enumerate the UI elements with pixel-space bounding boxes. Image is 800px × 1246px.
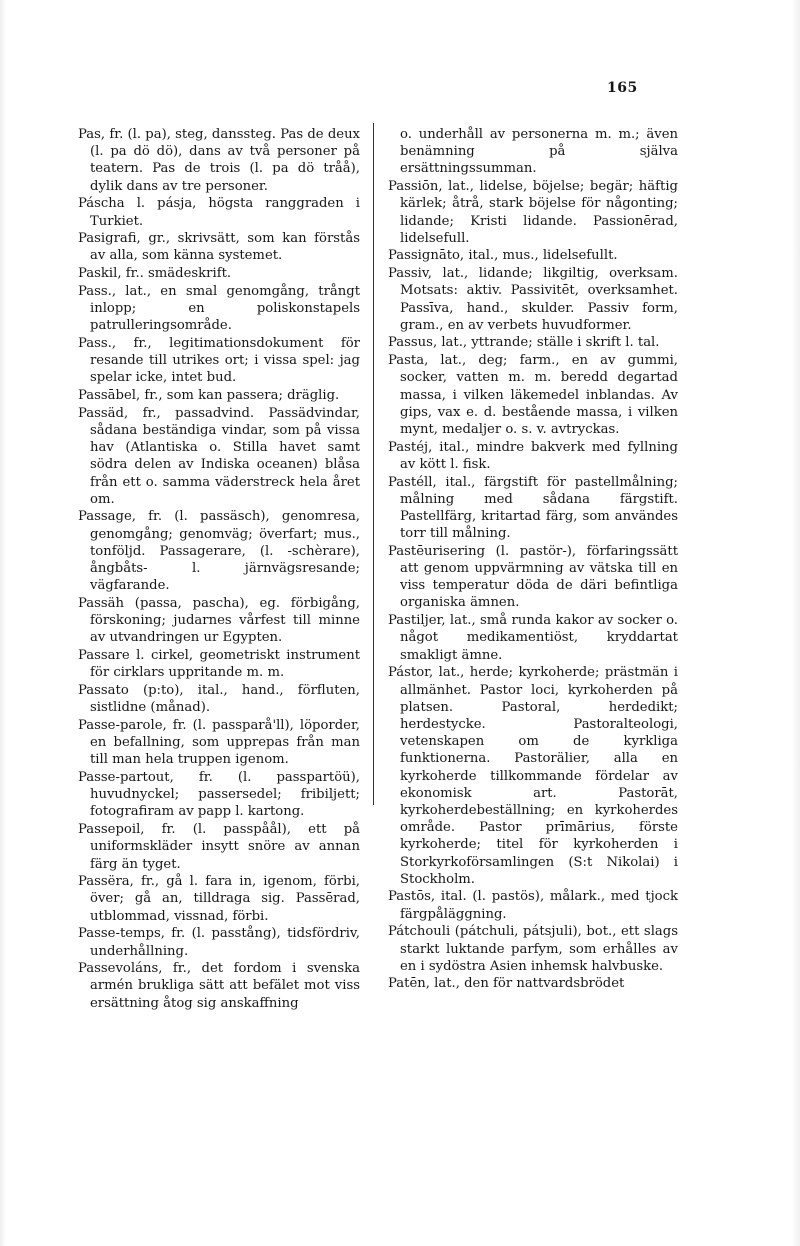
entry-paten: Patēn, lat., den för nattvardsbrödet — [388, 976, 625, 992]
entry-passe-partout: Passe-partout, fr. (l. passpartöü), huvudnyckel; passersedel; fribiljett; fotografiram av papp l. kartong. — [78, 770, 360, 820]
column-divider — [373, 123, 374, 805]
entry-pastos: Pastōs, ital. (l. pastös), målark., med tjock färgpåläggning. — [388, 889, 678, 922]
entry-patchouli: Pátchouli (pátchuli, pátsjuli), bot., ett slags starkt luktande parfym, som erhålles av en i sydöstra Asien inhemsk halvbuske. — [388, 924, 678, 974]
entry-passion: Passiōn, lat., lidelse, böjelse; begär; häftig kärlek; åtrå, stark böjelse för någonting; lidande; Kristi lidande. Passionērad, lidelsefull. — [388, 179, 678, 246]
entry-paskil: Paskil, fr.. smädeskrift. — [78, 266, 232, 282]
entry-passera: Passëra, fr., gå l. fara in, igenom, förbi, över; gå an, tilldraga sig. Passērad, utblommad, vissnad, förbi. — [78, 874, 360, 924]
entry-passabel: Passābel, fr., som kan passera; dräglig. — [78, 388, 340, 404]
left-column — [78, 126, 360, 1012]
page-number: 165 — [607, 80, 638, 96]
entry-pass-lat: Pass., lat., en smal genomgång, trångt inlopp; en poliskonstapels patrulleringsområde. — [78, 283, 360, 334]
entry-passage: Passage, fr. (l. passäsch), genomresa, genomgång; genomväg; överfart; mus., tonföljd. Passagerare, (l. -schèrare), ångbåts- l. järnvägsresande; vägfarande. — [78, 509, 360, 594]
entry-pastor: Pástor, lat., herde; kyrkoherde; prästmän i allmänhet. Pastor loci, kyrkoherden på platsen. Pastoral, herdedikt; herdestycke. Pastoralteologi, vetenskapen om de kyrkliga funktionerna. Pastorälier, alla en kyrkoherde tillkommande fördelar av ekonomisk art. Pastorāt, kyrkoherdebeställning; en kyrkoherdes område. Pastor prīmārius, förste kyrkoherde; titel för kyrkoherden i Storkyrkoförsamlingen (S:t Nikolai) i Stockholm. — [388, 665, 678, 887]
entry-pastell: Pastéll, ital., färgstift för pastellmålning; målning med sådana färgstift. Pastellfärg, kritartad färg, som användes torr till målning. — [388, 474, 678, 542]
entry-pas: Pas, fr. (l. pa), steg, danssteg. Pas de deux (l. pa dö dö), dans av två personer på teatern. Pas de trois (l. pa dö tråå), dylik dans av tre personer. — [78, 127, 360, 194]
entry-passah: Passäh (passa, pascha), eg. förbigång, förskoning; judarnes vårfest till minne av utvandringen ur Egypten. — [78, 595, 360, 646]
entry-passare: Passare l. cirkel, geometriskt instrument för cirklars uppritande m. m. — [78, 648, 360, 681]
entry-pasta: Pasta, lat., deg; farm., en av gummi, socker, vatten m. m. beredd degartad massa, i vilken läkemedel inblandas. Av gips, vax e. d. bestående massa, i vilken mynt, medaljer o. s. v. avtryckas. — [388, 353, 678, 437]
right-column — [388, 126, 678, 993]
entry-passignato: Passignāto, ital., mus., lidelsefullt. — [388, 248, 618, 264]
entry-pasteurisering: Pastēurisering (l. pastör-), förfaringssätt att genom uppvärmning av vätska till en viss temperatur döda de däri befintliga organiska ämnen. — [388, 543, 678, 611]
entry-passevolans: Passevoláns, fr., det fordom i svenska armén brukliga sätt att befälet mot viss ersättning åtog sig anskaffning — [78, 961, 360, 1011]
entry-pass-fr: Pass., fr., legitimationsdokument för resande till utrikes ort; i vissa spel: jag spelar icke, intet bud. — [78, 335, 360, 386]
entry-pascha: Páscha l. pásja, högsta ranggraden i Turkiet. — [78, 196, 360, 229]
entry-passad: Passäd, fr., passadvind. Passädvindar, sådana beständiga vindar, som på vissa hav (Atlantiska o. Stilla havet samt södra delen av Indiska oceanen) blåsa från ett o. samma väderstreck hela året om. — [78, 405, 360, 507]
entry-pastej: Pastéj, ital., mindre bakverk med fyllning av kött l. fisk. — [388, 439, 678, 472]
entry-passe-temps: Passe-temps, fr. (l. passtång), tidsfördriv, underhållning. — [78, 926, 360, 959]
entry-passiv: Passiv, lat., lidande; likgiltig, overksam. Motsats: aktiv. Passivitēt, overksamhet. Passīva, hand., skulder. Passiv form, gram., en av verbets huvudformer. — [388, 266, 678, 333]
entry-passus: Passus, lat., yttrande; ställe i skrift l. tal. — [388, 335, 660, 351]
entry-passe-parole: Passe-parole, fr. (l. passparå'll), löporder, en befallning, som upprepas från man till man hela truppen igenom. — [78, 717, 360, 768]
entry-pastiljer: Pastiljer, lat., små runda kakor av socker o. något medikamentiöst, kryddartat smakligt ämne. — [388, 613, 678, 663]
entry-pasigrafi: Pasigrafi, gr., skrivsätt, som kan förstås av alla, som känna systemet. — [78, 231, 360, 264]
entry-continuation: o. underhåll av personerna m. m.; även benämning på själva ersättningssumman. — [400, 127, 678, 177]
entry-passepoil: Passepoil, fr. (l. passpåål), ett på uniformskläder insytt snöre av annan färg än tyget. — [78, 822, 360, 872]
entry-passato: Passato (p:to), ital., hand., förfluten, sistlidne (månad). — [78, 683, 360, 716]
